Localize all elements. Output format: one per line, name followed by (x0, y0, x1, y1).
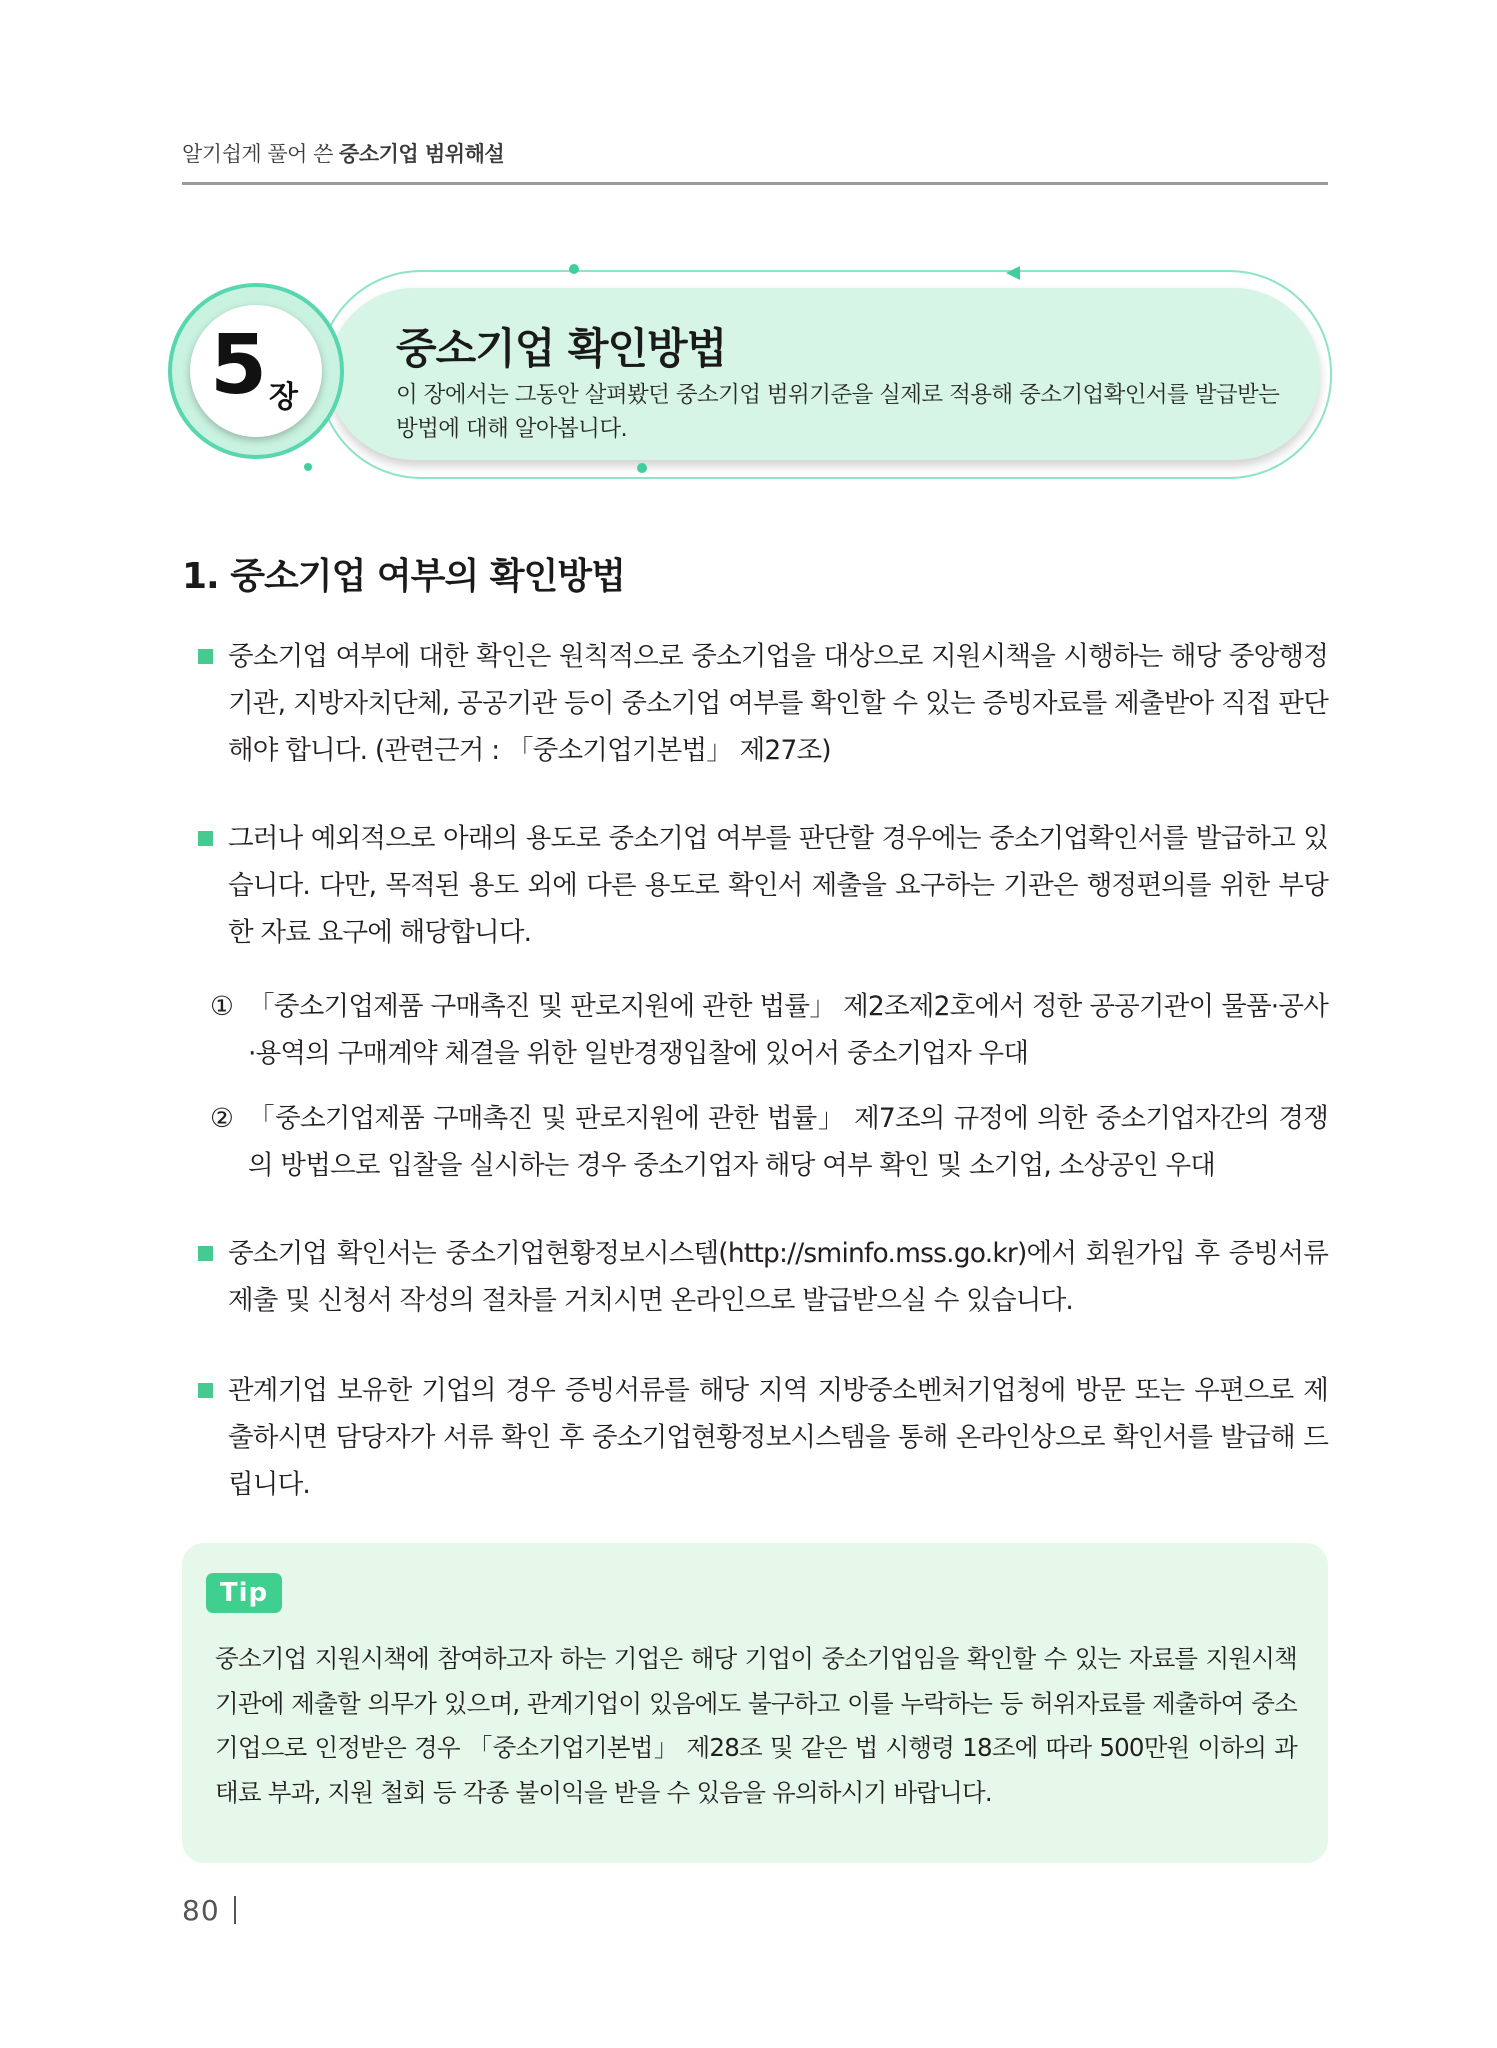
bullet-paragraph (228, 1367, 1328, 1508)
banner-dot (637, 463, 647, 473)
bullet-paragraph (228, 1230, 1328, 1324)
square-bullet-icon (198, 1246, 213, 1261)
bullet-paragraph (228, 633, 1328, 774)
banner-dot (569, 264, 579, 274)
tip-text: 중소기업 지원시책에 참여하고자 하는 기업은 해당 기업이 중소기업임을 확인할 수 있는 자료를 지원시책기관에 제출할 의무가 있으며, 관계기업이 있음에도 불구하고 이를 누락하는 등 허위자료를 제출하여 중소기업으로 인정받은 경우 「중소기업기본법」 제28조 및 같은 법 시행령 18조에 따라 500만원 이하의 과태료 부과, 지원 철회 등 각종 불이익을 받을 수 있음을 유의하시기 바랍니다. (215, 1644, 1297, 1807)
chapter-description: 이 장에서는 그동안 살펴봤던 중소기업 범위기준을 실제로 적용해 중소기업확인서를 발급받는 방법에 대해 알아봅니다. (396, 382, 1280, 442)
section-title: 1. 중소기업 여부의 확인방법 (182, 556, 625, 597)
numbered-item-text: 「중소기업제품 구매촉진 및 판로지원에 관한 법률」 제7조의 규정에 의한 중소기업자간의 경쟁의 방법으로 입찰을 실시하는 경우 중소기업자 해당 여부 확인 및 소기업, 소상공인 우대 (248, 1103, 1328, 1181)
chapter-banner (168, 258, 1333, 488)
chapter-unit: 장 (269, 380, 298, 415)
paragraph-text: 중소기업 확인서는 중소기업현황정보시스템(http://sminfo.mss.go.kr)에서 회원가입 후 증빙서류 제출 및 신청서 작성의 절차를 거치시면 온라인으로 발급받으실 수 있습니다. (228, 1238, 1328, 1316)
tip-box (182, 1543, 1328, 1863)
tip-badge: Tip (206, 1573, 282, 1613)
paragraph-text: 그러나 예외적으로 아래의 용도로 중소기업 여부를 판단할 경우에는 중소기업확인서를 발급하고 있습니다. 다만, 목적된 용도 외에 다른 용도로 확인서 제출을 요구하는 기관은 행정편의를 위한 부당한 자료 요구에 해당합니다. (228, 823, 1328, 948)
banner-arrow-icon (1006, 266, 1020, 280)
header-rule (182, 182, 1328, 185)
page-number: 80 (182, 1894, 220, 1927)
chapter-number: 5 (210, 318, 264, 413)
chapter-title: 중소기업 확인방법 (396, 324, 727, 373)
circled-number-marker: ② (210, 1103, 233, 1134)
running-header-subtitle: 알기쉽게 풀어 쓴 (182, 142, 333, 166)
square-bullet-icon (198, 1383, 213, 1398)
running-header-title: 중소기업 범위해설 (339, 142, 505, 166)
paragraph-text: 관계기업 보유한 기업의 경우 증빙서류를 해당 지역 지방중소벤처기업청에 방문 또는 우편으로 제출하시면 담당자가 서류 확인 후 중소기업현황정보시스템을 통해 온라인상으로 확인서를 발급해 드립니다. (228, 1375, 1328, 1500)
square-bullet-icon (198, 649, 213, 664)
square-bullet-icon (198, 831, 213, 846)
paragraph-text: 중소기업 여부에 대한 확인은 원칙적으로 중소기업을 대상으로 지원시책을 시행하는 해당 중앙행정기관, 지방자치단체, 공공기관 등이 중소기업 여부를 확인할 수 있는 증빙자료를 제출받아 직접 판단해야 합니다. (관련근거 : 「중소기업기본법」 제27조) (228, 641, 1328, 766)
page-footer (182, 1894, 236, 1927)
numbered-item (210, 983, 1328, 1077)
bullet-paragraph (228, 815, 1328, 956)
footer-divider (234, 1896, 236, 1924)
numbered-item-text: 「중소기업제품 구매촉진 및 판로지원에 관한 법률」 제2조제2호에서 정한 공공기관이 물품·공사·용역의 구매계약 체결을 위한 일반경쟁입찰에 있어서 중소기업자 우대 (248, 991, 1328, 1069)
circled-number-marker: ① (210, 991, 233, 1022)
banner-dot (304, 463, 312, 471)
running-header (182, 138, 504, 168)
numbered-item (210, 1095, 1328, 1189)
